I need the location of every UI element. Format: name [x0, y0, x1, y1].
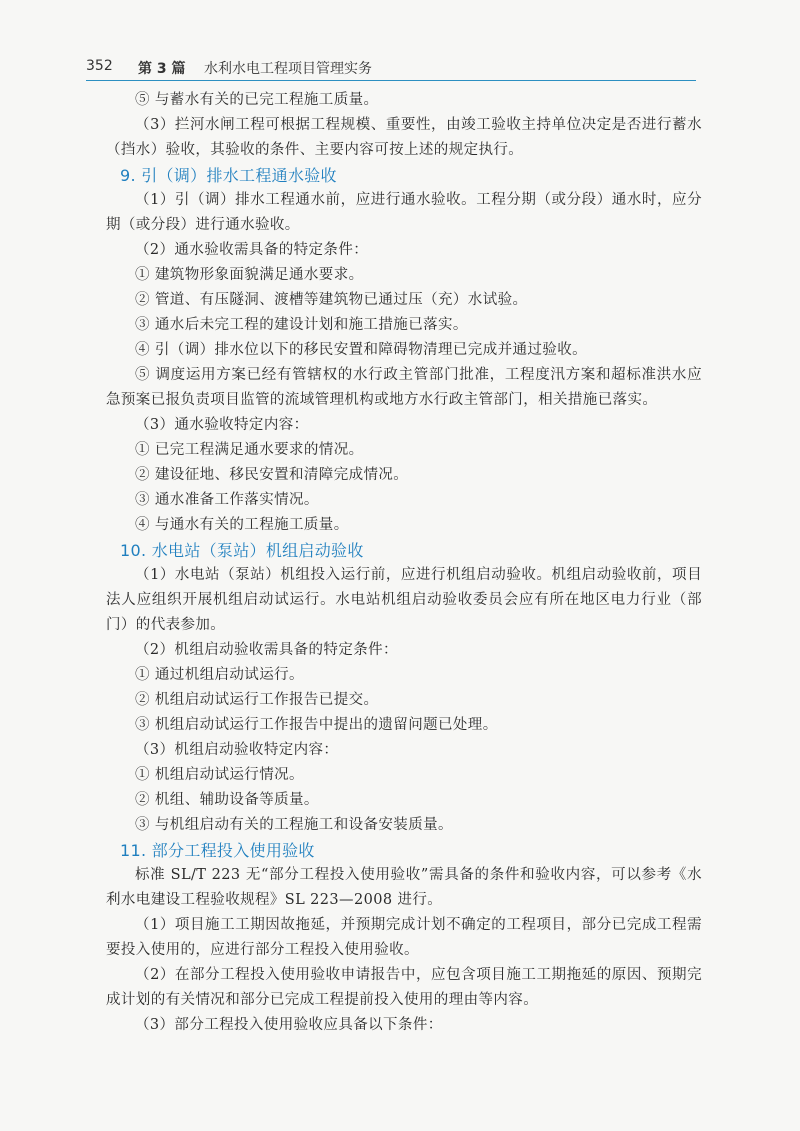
part-label: 第 3 篇 — [138, 61, 186, 77]
list-item: ③ 通水后未完工程的建设计划和施工措施已落实。 — [135, 317, 468, 333]
paragraph: 标准 SL/T 223 无“部分工程投入使用验收”需具备的条件和验收内容，可以参考《水利水电建设工程验收规程》SL 223—2008 进行。 — [106, 867, 702, 908]
list-item: ⑤ 调度运用方案已经有管辖权的水行政主管部门批准，工程度汛方案和超标准洪水应急预案已报负责项目监管的流域管理机构或地方水行政主管部门，相关措施已落实。 — [106, 367, 702, 408]
section-heading: 9. 引（调）排水工程通水验收 — [120, 166, 337, 185]
paragraph: （2）通水验收需具备的特定条件： — [135, 242, 369, 258]
list-item: ② 机组、辅助设备等质量。 — [135, 792, 319, 808]
list-item: ① 建筑物形象面貌满足通水要求。 — [135, 267, 364, 283]
list-item: ③ 与机组启动有关的工程施工和设备安装质量。 — [135, 817, 453, 833]
list-item: ① 机组启动试运行情况。 — [135, 767, 304, 783]
paragraph: （3）部分工程投入使用验收应具备以下条件： — [135, 1017, 443, 1033]
paragraph: （3）通水验收特定内容： — [135, 417, 309, 433]
running-header — [86, 52, 696, 80]
list-item: ② 机组启动试运行工作报告已提交。 — [135, 692, 379, 708]
paragraph: （1）项目施工工期因故拖延，并预期完成计划不确定的工程项目，部分已完成工程需要投入使用的，应进行部分工程投入使用验收。 — [106, 917, 702, 958]
list-item: ④ 引（调）排水位以下的移民安置和障碍物清理已完成并通过验收。 — [135, 342, 588, 358]
list-item: ① 通过机组启动试运行。 — [135, 667, 304, 683]
list-item: ② 建设征地、移民安置和清障完成情况。 — [135, 467, 409, 483]
page-number: 352 — [86, 58, 113, 74]
body-text — [106, 88, 702, 1038]
list-item: ② 管道、有压隧洞、渡槽等建筑物已通过压（充）水试验。 — [135, 292, 528, 308]
paragraph: （3）机组启动验收特定内容： — [135, 742, 339, 758]
paragraph: （2）在部分工程投入使用验收申请报告中，应包含项目施工工期拖延的原因、预期完成计划的有关情况和部分已完成工程提前投入使用的理由等内容。 — [106, 967, 702, 1008]
list-item: ③ 机组启动试运行工作报告中提出的遗留问题已处理。 — [135, 717, 498, 733]
paragraph: （1）引（调）排水工程通水前，应进行通水验收。工程分期（或分段）通水时，应分期（或分段）进行通水验收。 — [106, 192, 702, 233]
section-heading: 11. 部分工程投入使用验收 — [120, 841, 315, 860]
section-heading: 10. 水电站（泵站）机组启动验收 — [120, 541, 364, 560]
list-item: ① 已完工程满足通水要求的情况。 — [135, 442, 364, 458]
header-rule — [86, 80, 696, 81]
list-item: ③ 通水准备工作落实情况。 — [135, 492, 319, 508]
list-item: ④ 与通水有关的工程施工质量。 — [135, 517, 349, 533]
paragraph: （1）水电站（泵站）机组投入运行前，应进行机组启动验收。机组启动验收前，项目法人应组织开展机组启动试运行。水电站机组启动验收委员会应有所在地区电力行业（部门）的代表参加。 — [106, 567, 702, 633]
paragraph: ⑤ 与蓄水有关的已完工程施工质量。 — [135, 92, 379, 108]
paragraph: （3）拦河水闸工程可根据工程规模、重要性，由竣工验收主持单位决定是否进行蓄水（挡水）验收，其验收的条件、主要内容可按上述的规定执行。 — [106, 117, 702, 158]
book-title: 水利水电工程项目管理实务 — [204, 61, 372, 77]
paragraph: （2）机组启动验收需具备的特定条件： — [135, 642, 398, 658]
